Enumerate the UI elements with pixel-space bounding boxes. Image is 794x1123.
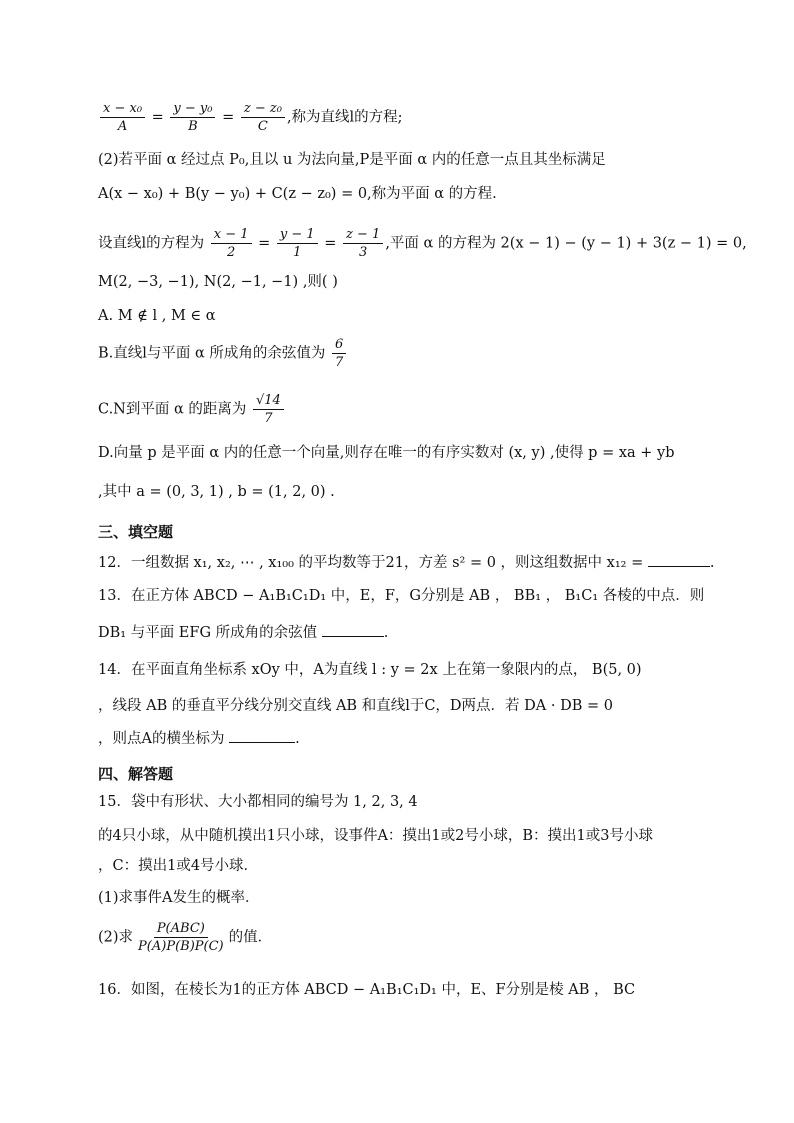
denominator: 3 — [359, 245, 368, 260]
denominator: 1 — [293, 245, 302, 260]
question-text: 12．一组数据 x₁, x₂, ⋯ , x₁₀₀ 的平均数等于21，方差 s² = 0 ，则这组数据中 x₁₂ = — [98, 555, 644, 571]
denominator: 7 — [264, 411, 273, 426]
numerator: x − 1 — [211, 226, 252, 244]
line-text: ,称为直线l的方程; — [286, 109, 403, 126]
line-plane-definition: (2)若平面 α 经过点 P₀,且以 u 为法向量,P是平面 α 内的任意一点且其坐标满足 — [98, 152, 606, 168]
option-c — [98, 392, 286, 427]
answer-blank[interactable] — [229, 728, 295, 743]
question-text: DB₁ 与平面 EFG 所成角的余弦值 — [98, 625, 318, 641]
line-text: 设直线l的方程为 — [98, 235, 205, 252]
line-plane-equation: A(x − x₀) + B(y − y₀) + C(z − z₀) = 0,称为平面 α 的方程. — [98, 186, 497, 202]
option-d-continued: ,其中 a = (0, 3, 1) , b = (1, 2, 0) . — [98, 484, 335, 500]
option-text: B.直线l与平面 α 所成角的余弦值为 — [98, 345, 326, 362]
numerator: x − x₀ — [100, 100, 145, 118]
numerator: y − y₀ — [170, 100, 215, 118]
fraction — [100, 100, 145, 135]
question-14-continued: ，线段 AB 的垂直平分线分别交直线 AB 和直线l于C，D两点．若 DA · DB = 0 — [98, 698, 613, 714]
question-text: (2)求 — [98, 929, 134, 946]
fraction — [343, 226, 383, 261]
question-15-part-2 — [98, 920, 272, 955]
numerator: y − 1 — [277, 226, 318, 244]
question-15-continued-2: ，C：摸出1或4号小球． — [98, 858, 259, 874]
question-text: . — [383, 625, 389, 641]
line-given-equations: 设直线l的方程为 $\frac{x - 1}{2}$ = $\frac{y - 1}{1}$ = $\frac{z - 1}{3}$ ,平面 α 的方程为 2(x − 1) − (y − 1) + 3(z − 1) = 0, — [98, 227, 747, 260]
question-text: . — [295, 731, 300, 747]
line-text: ,平面 α 的方程为 2(x − 1) − (y − 1) + 3(z − 1) = 0, — [385, 235, 747, 252]
fraction — [135, 920, 227, 955]
denominator: 2 — [226, 245, 236, 260]
question-14-answer-line — [98, 728, 300, 749]
line-direction-equation: $\frac{\text{x − x₀}}{A}$ = $\frac{\text{y − y₀}}{B}$ = $\frac{\text{z − z₀}}{C}$ ,称为直线l的方程; — [98, 100, 403, 135]
answer-blank[interactable] — [322, 622, 384, 637]
section-heading-fill-in: 三、填空题 — [98, 523, 174, 541]
denominator: B — [188, 119, 198, 134]
fraction — [211, 226, 252, 261]
question-15-part-1: (1)求事件A发生的概率． — [98, 890, 260, 906]
fraction — [332, 336, 346, 371]
numerator: √14 — [253, 392, 284, 410]
option-a: A. M ∉ l , M ∈ α — [98, 308, 216, 324]
question-text: ，则点A的横坐标为 — [98, 731, 225, 747]
denominator: A — [117, 119, 128, 134]
line-points: M(2, −3, −1), N(2, −1, −1) ,则( ) — [98, 274, 338, 290]
question-13-continued — [98, 622, 388, 643]
question-14: 14．在平面直角坐标系 xOy 中，A为直线 l : y = 2x 上在第一象限内的点， B(5, 0) — [98, 662, 642, 678]
question-13: 13．在正方体 ABCD − A₁B₁C₁D₁ 中，E，F，G分别是 AB ， BB₁ ， B₁C₁ 各棱的中点．则 — [98, 588, 705, 604]
answer-blank[interactable] — [648, 552, 710, 567]
numerator: 6 — [332, 336, 346, 354]
numerator: z − 1 — [343, 226, 383, 244]
denominator: 7 — [335, 355, 344, 370]
denominator: P(A)P(B)P(C) — [138, 939, 224, 954]
question-15: 15．袋中有形状、大小都相同的编号为 1, 2, 3, 4 — [98, 794, 418, 810]
question-15-continued: 的4只小球，从中随机摸出1只小球，设事件A：摸出1或2号小球，B：摸出1或3号小球 — [98, 828, 653, 844]
question-text: . — [709, 555, 715, 571]
option-d: D.向量 p 是平面 α 内的任意一个向量,则存在唯一的有序实数对 (x, y) ,使得 p = xa + yb — [98, 445, 675, 461]
option-b — [98, 336, 348, 371]
fraction — [170, 100, 215, 135]
denominator: C — [257, 119, 268, 134]
question-12 — [98, 552, 714, 573]
question-16: 16．如图，在棱长为1的正方体 ABCD − A₁B₁C₁D₁ 中，E、F分别是棱 AB ， BC — [98, 982, 636, 998]
question-text: 的值． — [228, 929, 273, 946]
fraction — [277, 226, 318, 261]
section-heading-solutions: 四、解答题 — [98, 765, 174, 783]
numerator: z − z₀ — [241, 100, 285, 118]
fraction — [241, 100, 285, 135]
numerator: P(ABC) — [154, 920, 208, 938]
option-text: C.N到平面 α 的距离为 — [98, 401, 247, 418]
fraction — [253, 392, 284, 427]
